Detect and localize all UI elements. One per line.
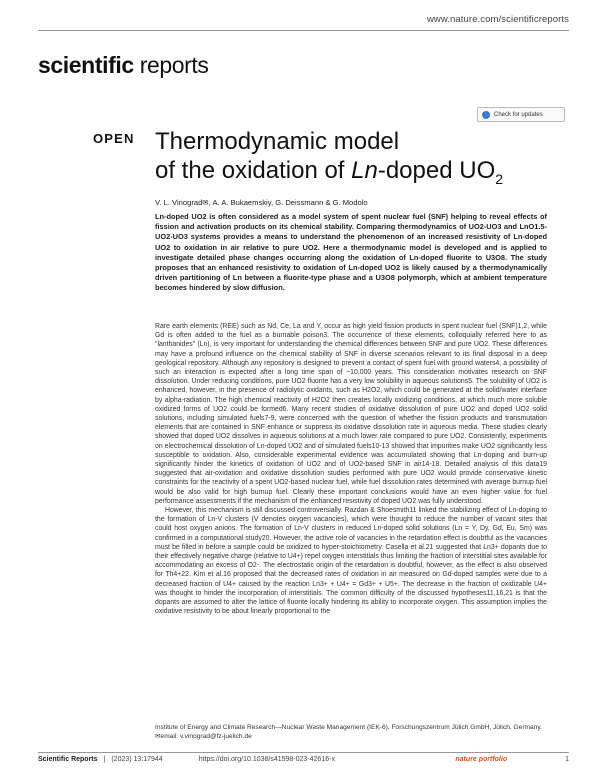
footer-journal: Scientific Reports	[38, 756, 98, 763]
header-rule	[38, 30, 569, 31]
update-icon	[482, 111, 490, 119]
check-for-updates-button[interactable]	[477, 107, 565, 122]
footer-volume: (2023) 13:17944	[111, 756, 163, 763]
page-number: 1	[565, 756, 569, 763]
abstract: Ln-doped UO2 is often considered as a model system of spent nuclear fuel (SNF) helping to reveal effects of fission and activation products on its chemical stability. Comparing thermodynamics of UO2-UO3 and LnO1.5-UO2-UO3 systems provides a means to understand the phenomenon of an increased resistivity of Ln-doped UO2 to oxidation in air relative to pure UO2. Here a thermodynamic model is developed and is applied to investigate detailed phase changes occurring along the oxidation of Ln-doped fluorite to U3O8. The study proposes that an enhanced resistivity to oxidation of Ln-doped UO2 is likely caused by a thermodynamically driven partitioning of Ln between a fluorite-type phase and a U3O8 polymorph, which at ambient temperature becomes hindered by slow diffusion.	[155, 212, 547, 293]
title-line-1: Thermodynamic model	[155, 128, 400, 155]
page-footer	[38, 756, 569, 763]
body-paragraph: Rare earth elements (REE) such as Nd, Ce, La and Y, occur as high yield fission products in spent nuclear fuel (SNF)1,2, while Gd is often added to the fuel as a burnable poison3. The occurrence of these elements, colloquially referred here to as "lanthanides" (Ln), is very important for understanding the chemical differences between SNF and pure UO2. These differences may have a profound influence on the chemical stability of SNF in diverse scenarios relevant to its final disposal in a deep geological repository. Although any repository is designed to prevent a contact of spent fuel with ground waters4, a possibility of such an interaction is expected after a long time span of ~10,000 years. This consideration motivates research on SNF dissolution. Under reducing conditions, pure UO2 fluorite has a very low solubility in aqueous solutions5. The solubility of UO2 is enhanced, however, in the presence of radiolytic oxidants, such as H2O2, which could be generated at the solid/water interface by alpha-radiation. The high chemical reactivity of H2O2 then creates locally oxidizing conditions, at which much more soluble oxidized forms of UO2 could be formed6. Many recent studies of oxidative dissolution of pure UO2 and doped UO2 solid solutions, including simulated fuels7-9, were concerned with the question of whether the fission products and transmutation elements that are contained in SNF enhance or suppress its oxidative dissolution rate in aqueous media. These studies clearly showed that doped UO2 dissolves in aqueous solutions at a much lower rate compared to pure UO2. Consistently, experiments on electrochemical dissolution of Ln-doped UO2 and of simulated fuels10-13 showed that impurities make UO2 significantly less susceptible to oxidation. Also, considerable experimental evidence was accumulated showing that Ln-doping and burn-up significantly hinder the kinetics of oxidation of UO2 and of UO2-based SNF in air14-18. Detailed analysis of this data19 suggested that air-oxidation and oxidative dissolution studies performed with pure UO2 would provide conservative kinetic constraints for the reactivity of a spent UO2-based nuclear fuel, while fuel dissolution rates determined with average burnup fuel would be also valid for high burnup fuel. Clearly these important conclusions would have an even higher value for fuel performance assessments if the mechanism of the enhanced resistivity of doped UO2 was fully understood.	[155, 323, 547, 505]
open-access-label: OPEN	[93, 131, 135, 146]
footer-rule	[38, 752, 569, 753]
article-body	[155, 322, 547, 617]
nature-portfolio-logo: nature portfolio	[455, 756, 508, 763]
doi-link[interactable]: https://doi.org/10.1038/s41598-023-42616-x	[198, 756, 335, 763]
affiliation-footnote: Institute of Energy and Climate Research—Nuclear Waste Management (IEK-6), Forschungszentrum Jülich GmbH, Jülich, Germany. ✉email: v.vinograd@fz-juelich.de	[155, 724, 542, 740]
journal-logo-regular: reports	[139, 52, 209, 78]
journal-url[interactable]: www.nature.com/scientificreports	[426, 14, 569, 25]
body-paragraph: However, this mechanism is still discussed controversially. Razdan & Shoesmith11 linked the stabilizing effect of Ln-doping to the formation of Ln-V clusters (V denotes oxygen vacancies), which were thought to reduce the number of vacant sites that could host oxygen anions. The formation of Ln-V clusters in reduced Ln-doped solid solutions (Ln = Y, Dy, Gd, Eu, Sm) was confirmed in a computational study20. However, the active role of vacancies in the retardation effect is doubtful as the vacancies must be filled in before a sample could be oxidized to hyper-stoichiometry. Casella et al.21 suggested that Ln3+ dopants due to their effectively negative charge (relative to U4+) repel oxygen interstitials thus limiting the fraction of interstitial sites available for accommodating an excess of O2-. The electrostatic origin of the retardation is doubtful, however, as the effect is also observed for Th4+22. Kim et al.16 proposed that the decreased rates of oxidation in air measured on Gd-doped samples were due to a decreased fraction of U4+ caused by the reaction Ln3+ + U4+ = Gd3+ + U5+. The decrease in the fraction of oxidizable U4+ was thought to hinder the incorporation of interstitials. The common difficulty of the discussed hypotheses11,16,21 is that the dopants are assumed to alter the lattice of fluorite locally hindering its ability to incorporate oxygen. This assumption implies the oxidative resistivity to be about linearly proportional to the	[155, 507, 547, 616]
journal-logo-bold: scientific	[38, 52, 134, 78]
title-line-2: of the oxidation of Ln-doped $UO_2$	[155, 157, 504, 187]
author-list[interactable]: V. L. Vinograd✉, A. A. Bukaemskiy, G. Deissmann & G. Modolo	[155, 198, 368, 207]
article-title	[155, 127, 525, 194]
footer-separator: |	[103, 756, 106, 763]
journal-logo[interactable]	[38, 52, 209, 79]
check-for-updates-label: Check for updates	[494, 111, 543, 118]
